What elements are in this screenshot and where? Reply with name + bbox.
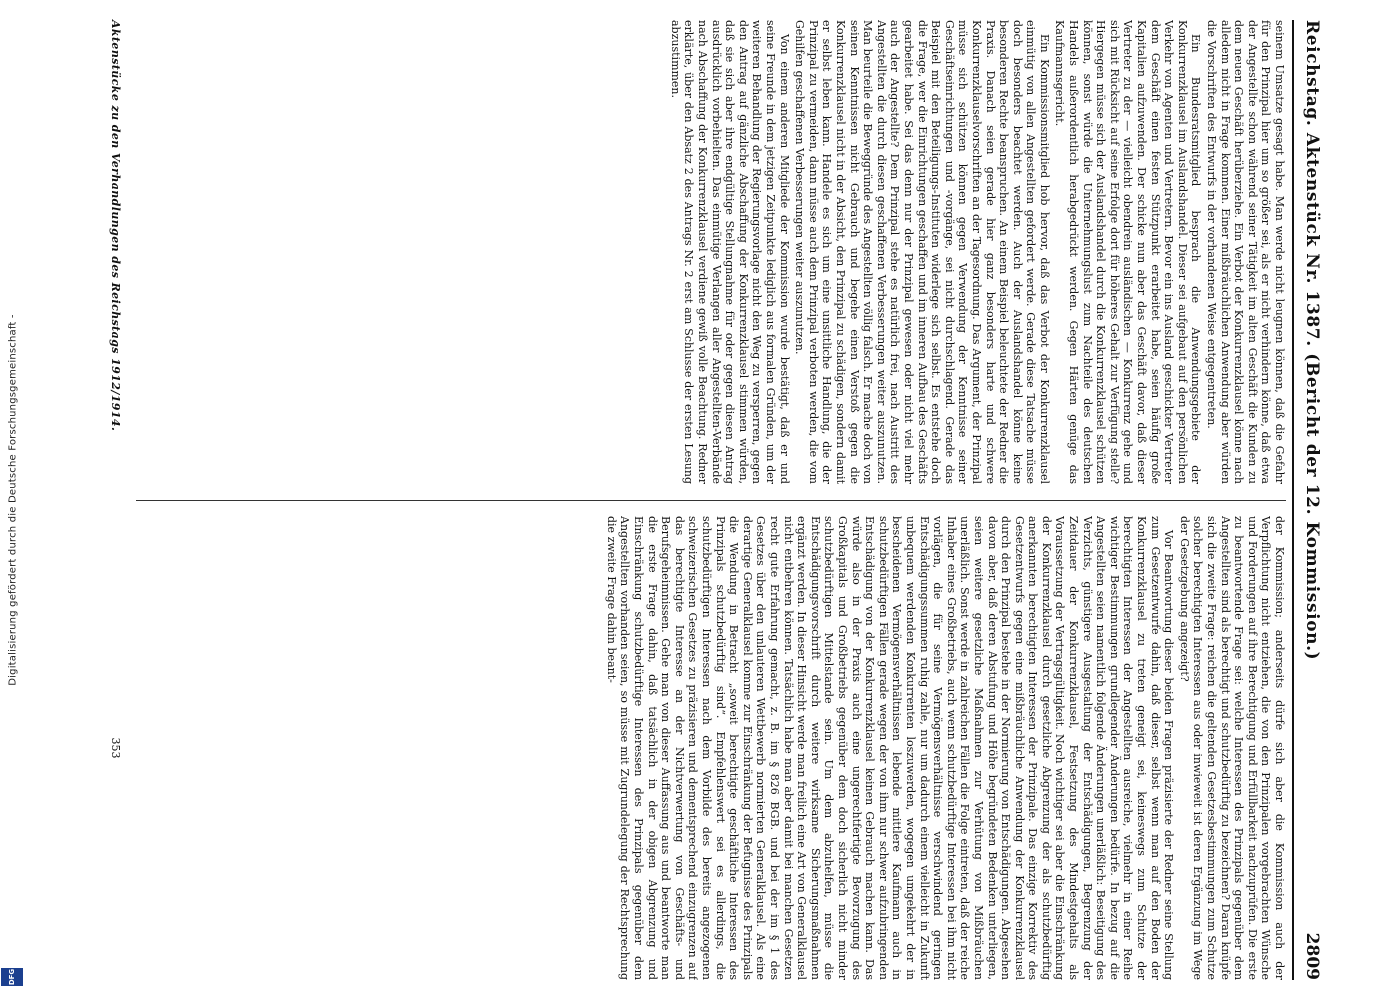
sheet-number: 353 — [109, 737, 122, 759]
paragraph: Ein Bundesratsmitglied besprach die Anwendungsgebiete der Konkurrenzklausel im Auslandshandel. Dieser sei aufgebaut auf den persönlichen Verkehr von Agenten und Vertretern. Bevor ein ins Ausland geschickter Vertreter dem Geschäft einen festen Stützpunkt erarbeitet habe, seien häufig große Kapitalien aufzuwenden. Der schicke nun aber das Geschäft davor, daß dieser Vertreter zu der — vielleicht obendrein ausländischen — Konkurrenz gehe und sich mit Rücksicht auf seine Erfolge dort für höheres Gehalt zur Verfügung stelle? Hiergegen müsse sich der Auslandshandel durch die Konkurrenzklausel schützen können, sonst würde die Unternehmungslust zum Nachteile des deutschen Handels außerordentlich herabgedrückt werden. Gegen Härten genüge das Kaufmannsgericht. — [1053, 20, 1203, 484]
header-rule — [1292, 20, 1294, 980]
page-header — [1296, 20, 1322, 980]
paragraph: Ein Kommissionsmitglied hob hervor, daß das Verbot der Konkurrenzklausel einmütig von allen Angestellten gefordert werde. Gerade diese Tatsache müsse doch besonders beachtet werden. Auch der Auslandshandel könne keine besonderen Rechte beanspruchen. An einem Beispiel beleuchtete der Redner die Praxis. Danach seien gerade hier ganz besonders harte und schwere Konkurrenzklauselvorschriften an der Tagesordnung. Das Argument, der Prinzipal müsse sich schützen können gegen Verwendung der Kenntnisse seiner Geschäftseinrichtungen und -vorgänge, sei nicht durchschlagend. Gerade das Beispiel mit den Beteiligungs-Instituten widerlege sich selbst. Es entstehe doch die Frage, wer die Einrichtungen geschaffen und im inneren Aufbau des Geschäfts gearbeitet habe. Sei das denn nur der Prinzipal gewesen oder nicht viel mehr auch der Angestellte? Dem Prinzipal stehe es natürlich frei, nach Austritt des Angestellten die durch diesen geschaffenen Verbesserungen weiter auszunutzen. Man beurteile die Beweggründe des Angestellten völlig falsch. Er mache doch von seinen Kenntnissen nicht Gebrauch und begehe einen Verstoß gegen die Konkurrenzklausel nicht in der Absicht, den Prinzipal zu schädigen, sondern damit er selbst leben kann. Handele es sich um eine unsittliche Handlung, die der Prinzipal zu vermeiden, dann müsse auch dem Prinzipal verboten werden, die vom Gehilfen geschaffenen Verbesserungen weiter auszunutzen. — [793, 20, 1051, 484]
digitization-credit: Digitalisierung gefördert durch die Deutsche Forschungsgemeinschaft - — [7, 314, 19, 686]
right-column — [136, 516, 1286, 980]
paragraph: seinem Umsatze gesagt habe. Man werde nicht leugnen können, daß die Gefahr für den Prinzipal hier um so größer sei, als er nicht verhindern könne, daß etwa der Angestellte schon während seiner Tätigkeit im alten Geschäft die Kunden zu dem neuen Geschäft herüberziehe. Ein Verbot der Konkurrenzklausel könne nach alledem nicht in Frage kommen. Einer mißbräuchlichen Anwendung aber würden die Vorschriften des Entwurfs in der vorhandenen Weise entgegentreten. — [1205, 20, 1286, 484]
paragraph: Von einem anderen Mitgliede der Kommission wurde bestätigt, daß er und seine Freunde in dem jetzigen Zeitpunkte lediglich aus formalen Gründen, um der weiteren Behandlung der Regierungsvorlage nicht den Weg zu versperren, gegen den Antrag auf gänzliche Abschaffung der Konkurrenzklausel stimmen würden, daß sie sich aber ihre endgültige Stellungnahme für oder gegen diesen Antrag ausdrücklich vorbehielten. Das einmütige Verlangen aller Angestellten-Verbände nach Abschaffung der Konkurrenzklausel verdiene gewiß volle Beachtung. Redner erklärte, über den Absatz 2 des Antrags Nr. 2 erst am Schlusse der ersten Lesung abzustimmen. — [668, 20, 791, 484]
digitization-strip — [0, 0, 26, 1000]
column-divider — [136, 500, 1286, 501]
left-column — [136, 20, 1286, 484]
dfg-logo-icon: DFG — [1, 968, 23, 986]
page-number: 2809 — [1302, 932, 1322, 980]
running-head: Reichstag. Aktenstück Nr. 1387. (Bericht der 12. Kommission.) — [1302, 20, 1322, 661]
scanned-page — [82, 8, 1330, 992]
scanned-page-frame — [82, 8, 1330, 992]
paragraph: der Kommission; anderseits dürfe sich aber die Kommission auch der Verpflichtung nicht entziehen, die von den Prinzipalen vorgebrachten Wünsche und Forderungen auf ihre Berechtigung und Erfüllbarkeit nachzuprüfen. Die erste zu beantwortende Frage sei: welche Interessen des Prinzipals gegenüber dem Angestellten sind als berechtigt und schutzbedürftig zu bezeichnen? Daran knüpfe sich die zweite Frage: reichen die geltenden Gesetzesbestimmungen zum Schutze solcher berechtigten Interessen aus oder inwieweit ist deren Ergänzung im Wege der Gesetzgebung angezeigt? — [1177, 516, 1286, 980]
paragraph: Vor Beantwortung dieser beiden Fragen präzisierte der Redner seine Stellung zum Gesetzentwurfe dahin, daß dieser, selbst wenn man auf den Boden der Konkurrenzklausel zu treten geneigt sei, keineswegs zum Schutze der berechtigten Interessen der Angestellten ausreiche, vielmehr in einer Reihe wichtiger Bestimmungen grundlegender Änderungen bedürfe. In bezug auf die Angestellten seien namentlich folgende Änderungen unerläßlich: Beseitigung des Verzichts, günstigere Ausgestaltung der Entschädigungen, Begrenzung der Zeitdauer der Konkurrenzklausel, Festsetzung des Mindestgehalts als Voraussetzung der Vertragsgültigkeit. Noch wichtiger sei aber die Einschränkung der Konkurrenzklausel durch gesetzliche Abgrenzung der als schutzbedürftig anerkannten berechtigten Interessen der Prinzipale. Das einzige Korrektiv des Gesetzentwurfs gegen eine mißbräuchliche Anwendung der Konkurrenzklausel durch den Prinzipal bestehe in der Normierung von Entschädigungen. Abgesehen davon aber, daß deren Abstufung und Höhe begründeten Bedenken unterliegen, seien weitere gesetzliche Maßnahmen zur Verhütung von Mißbräuchen unerläßlich. Sonst werde in zahlreichen Fällen die Folge eintreten, daß der reiche Inhaber eines Großbetriebs, auch wenn schutzbedürftige Interessen bei ihm nicht vorlägen, die für seine Vermögensverhältnisse verschwindend geringen Entschädigungssummen ruhig zahle, nur um dadurch einem vielleicht in Zukunft unbequem werdenden Konkurrenten loszuwerden, wogegen umgekehrt der in bescheidenen Vermögensverhältnissen lebende mittlere Kaufmann auch in schutzbedürftigen Fällen gerade wegen der von ihm nur schwer aufzubringenden Entschädigung von der Konkurrenzklausel keinen Gebrauch machen kann. Das würde also in der Praxis auch eine ungerechtfertigte Bevorzugung des Großkapitals und Großbetriebs gegenüber dem doch sicherlich nicht minder schutzbedürftigen Mittelstande sein. Um dem abzuhelfen, müsse die Entschädigungsvorschrift durch weitere wirksame Sicherungsmaßnahmen ergänzt werden. In dieser Hinsicht werde man freilich eine Art von Generalklausel nicht entbehren können. Tatsächlich habe man aber damit bei manchen Gesetzen recht gute Erfahrung gemacht, z. B. im § 826 BGB. und bei der im § 1 des Gesetzes über den unlauteren Wettbewerb normierten Generalklausel. Als eine derartige Generalklausel komme zur Einschränkung der Befugnisse des Prinzipals die Wendung in Betracht „soweit berechtigte geschäftliche Interessen des Prinzipals schutzbedürftig sind“. Empfehlenswert sei es allerdings, die schutzbedürftigen Interessen nach dem Vorbilde des bereits angezogenen schweizerischen Gesetzes zu präzisieren und dementsprechend einzugrenzen auf das berechtigte Interesse an der Nichtverwertung von Geschäfts- und Berufsgeheimnissen. Gehe man von dieser Auffassung aus und beantworte man die erste Frage dahin, daß tatsächlich in der obigen Abgrenzung und Einschränkung schutzbedürftige Interessen des Prinzipals gegenüber dem Angestellten vorhanden seien, so müsse mit Zugrundelegung der Rechtsprechung die zweite Frage dahin beant- — [604, 516, 1176, 980]
footer-title: Aktenstücke zu den Verhandlungen des Reichstags 1912/1914. — [109, 20, 122, 432]
